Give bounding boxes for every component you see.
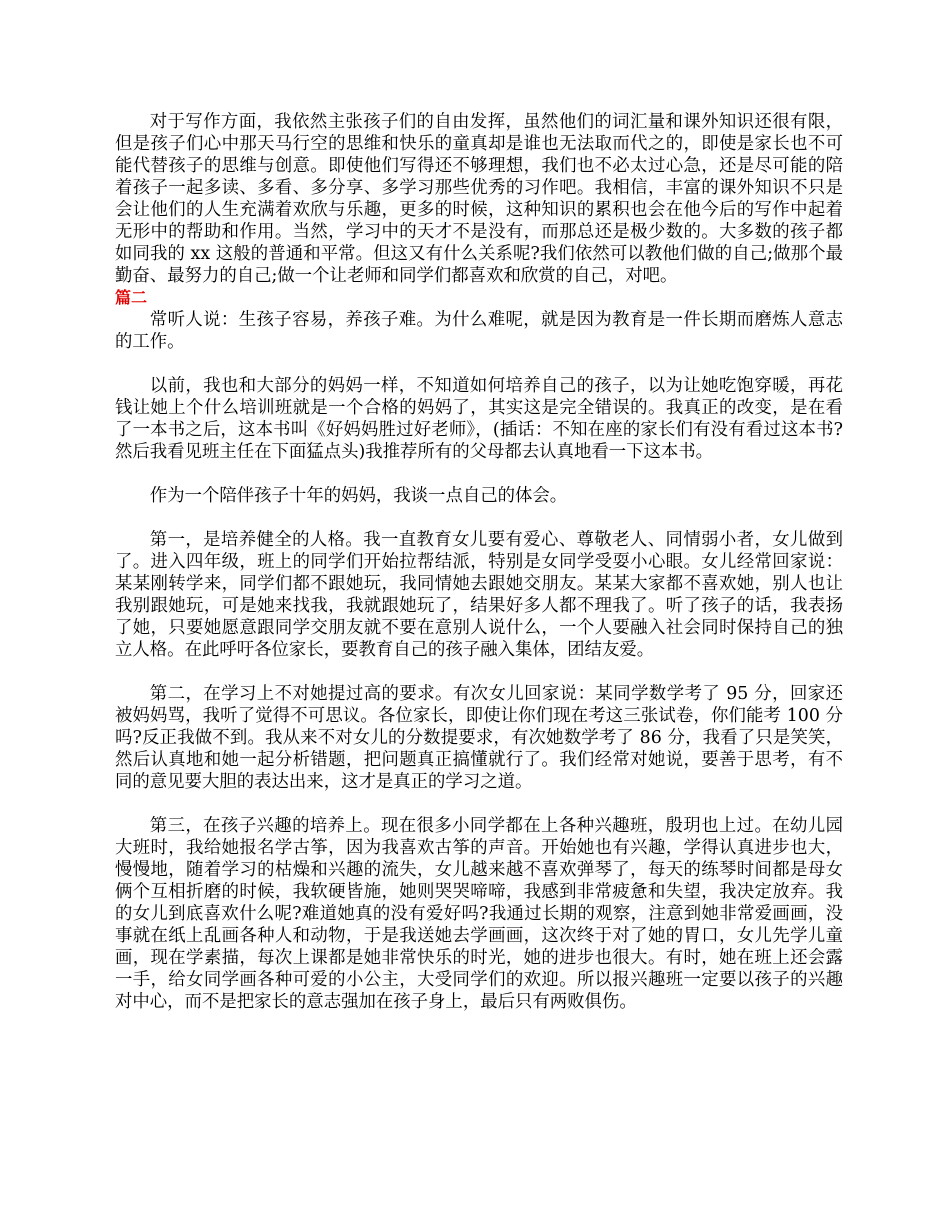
paragraph-writing-advice: 对于写作方面，我依然主张孩子们的自由发挥，虽然他们的词汇量和课外知识还很有限，但是孩子们心中那天马行空的思维和快乐的童真却是谁也无法取而代之的，即使是家长也不可能代替孩子的思维与创意。即使他们写得还不够理想，我们也不必太过心急，还是尽可能的陪着孩子一起多读、多看、多分享、多学习那些优秀的习作吧。我相信，丰富的课外知识不只是会让他们的人生充满着欢欣与乐趣，更多的时候，这种知识的累积也会在他今后的写作中起着无形中的帮助和作用。当然，学习中的天才不是没有，而那总还是极少数的。大多数的孩子都如同我的 xx 这般的普通和平常。但这又有什么关系呢?我们依然可以教他们做的自己;做那个最勤奋、最努力的自己;做一个让老师和同学们都喜欢和欣赏的自己，对吧。 [115,112,843,286]
paragraph-point-one: 第一，是培养健全的人格。我一直教育女儿要有爱心、尊敬老人、同情弱小者，女儿做到了。进入四年级，班上的同学们开始拉帮结派，特别是女同学受耍小心眼。女儿经常回家说：某某刚转学来，同学们都不跟她玩，我同情她去跟她交朋友。某某大家都不喜欢她，别人也让我别跟她玩，可是她来找我，我就跟她玩了，结果好多人都不理我了。听了孩子的话，我表扬了她，只要她愿意跟同学交朋友就不要在意别人说什么，一个人要融入社会同时保持自己的独立人格。在此呼吁各位家长，要教育自己的孩子融入集体，团结友爱。 [115,530,843,660]
paragraph-experience: 作为一个陪伴孩子十年的妈妈，我谈一点自己的体会。 [149,486,568,506]
paragraph-point-two: 第二，在学习上不对她提过高的要求。有次女儿回家说：某同学数学考了 95 分，回家还被妈妈骂，我听了觉得不可思议。各位家长，即使让你们现在考这三张试卷，你们能考 100 分吗?反正我做不到。我从来不对女儿的分数提要求，有次她数学考了 86 分，我看了只是笑笑，然后认真地和她一起分析错题，把问题真正搞懂就行了。我们经常对她说，要善于思考，有不同的意见要大胆的表达出来，这才是真正的学习之道。 [115,684,843,792]
paragraph-point-three: 第三，在孩子兴趣的培养上。现在很多小同学都在上各种兴趣班，殷玥也上过。在幼儿园大班时，我给她报名学古筝，因为我喜欢古筝的声音。开始她也有兴趣，学得认真进步也大，慢慢地，随着学习的枯燥和兴趣的流失，女儿越来越不喜欢弹琴了，每天的练琴时间都是母女俩个互相折磨的时候，我软硬皆施，她则哭哭啼啼，我感到非常疲惫和失望，我决定放弃。我的女儿到底喜欢什么呢?难道她真的没有爱好吗?我通过长期的观察，注意到她非常爱画画，没事就在纸上乱画各种人和动物，于是我送她去学画画，这次终于对了她的胃口，女儿先学儿童画，现在学素描，每次上课都是她非常快乐的时光，她的进步也很大。有时，她在班上还会露一手，给女同学画各种可爱的小公主，大受同学们的欢迎。所以报兴趣班一定要以孩子的兴趣对中心，而不是把家长的意志强加在孩子身上，最后只有两败俱伤。 [115,816,843,1012]
section-heading: 篇二 [115,288,148,307]
document-page [115,111,843,1013]
paragraph-book-recommendation: 以前，我也和大部分的妈妈一样，不知道如何培养自己的孩子，以为让她吃饱穿暖，再花钱让她上个什么培训班就是一个合格的妈妈了，其实这是完全错误的。我真正的改变，是在看了一本书之后，这本书叫《好妈妈胜过好老师》，(插话：不知在座的家长们有没有看过这本书?然后我看见班主任在下面猛点头)我推荐所有的父母都去认真地看一下这本书。 [115,376,843,462]
paragraph-intro: 常听人说：生孩子容易，养孩子难。为什么难呢，就是因为教育是一件长期而磨炼人意志的工作。 [115,310,843,352]
